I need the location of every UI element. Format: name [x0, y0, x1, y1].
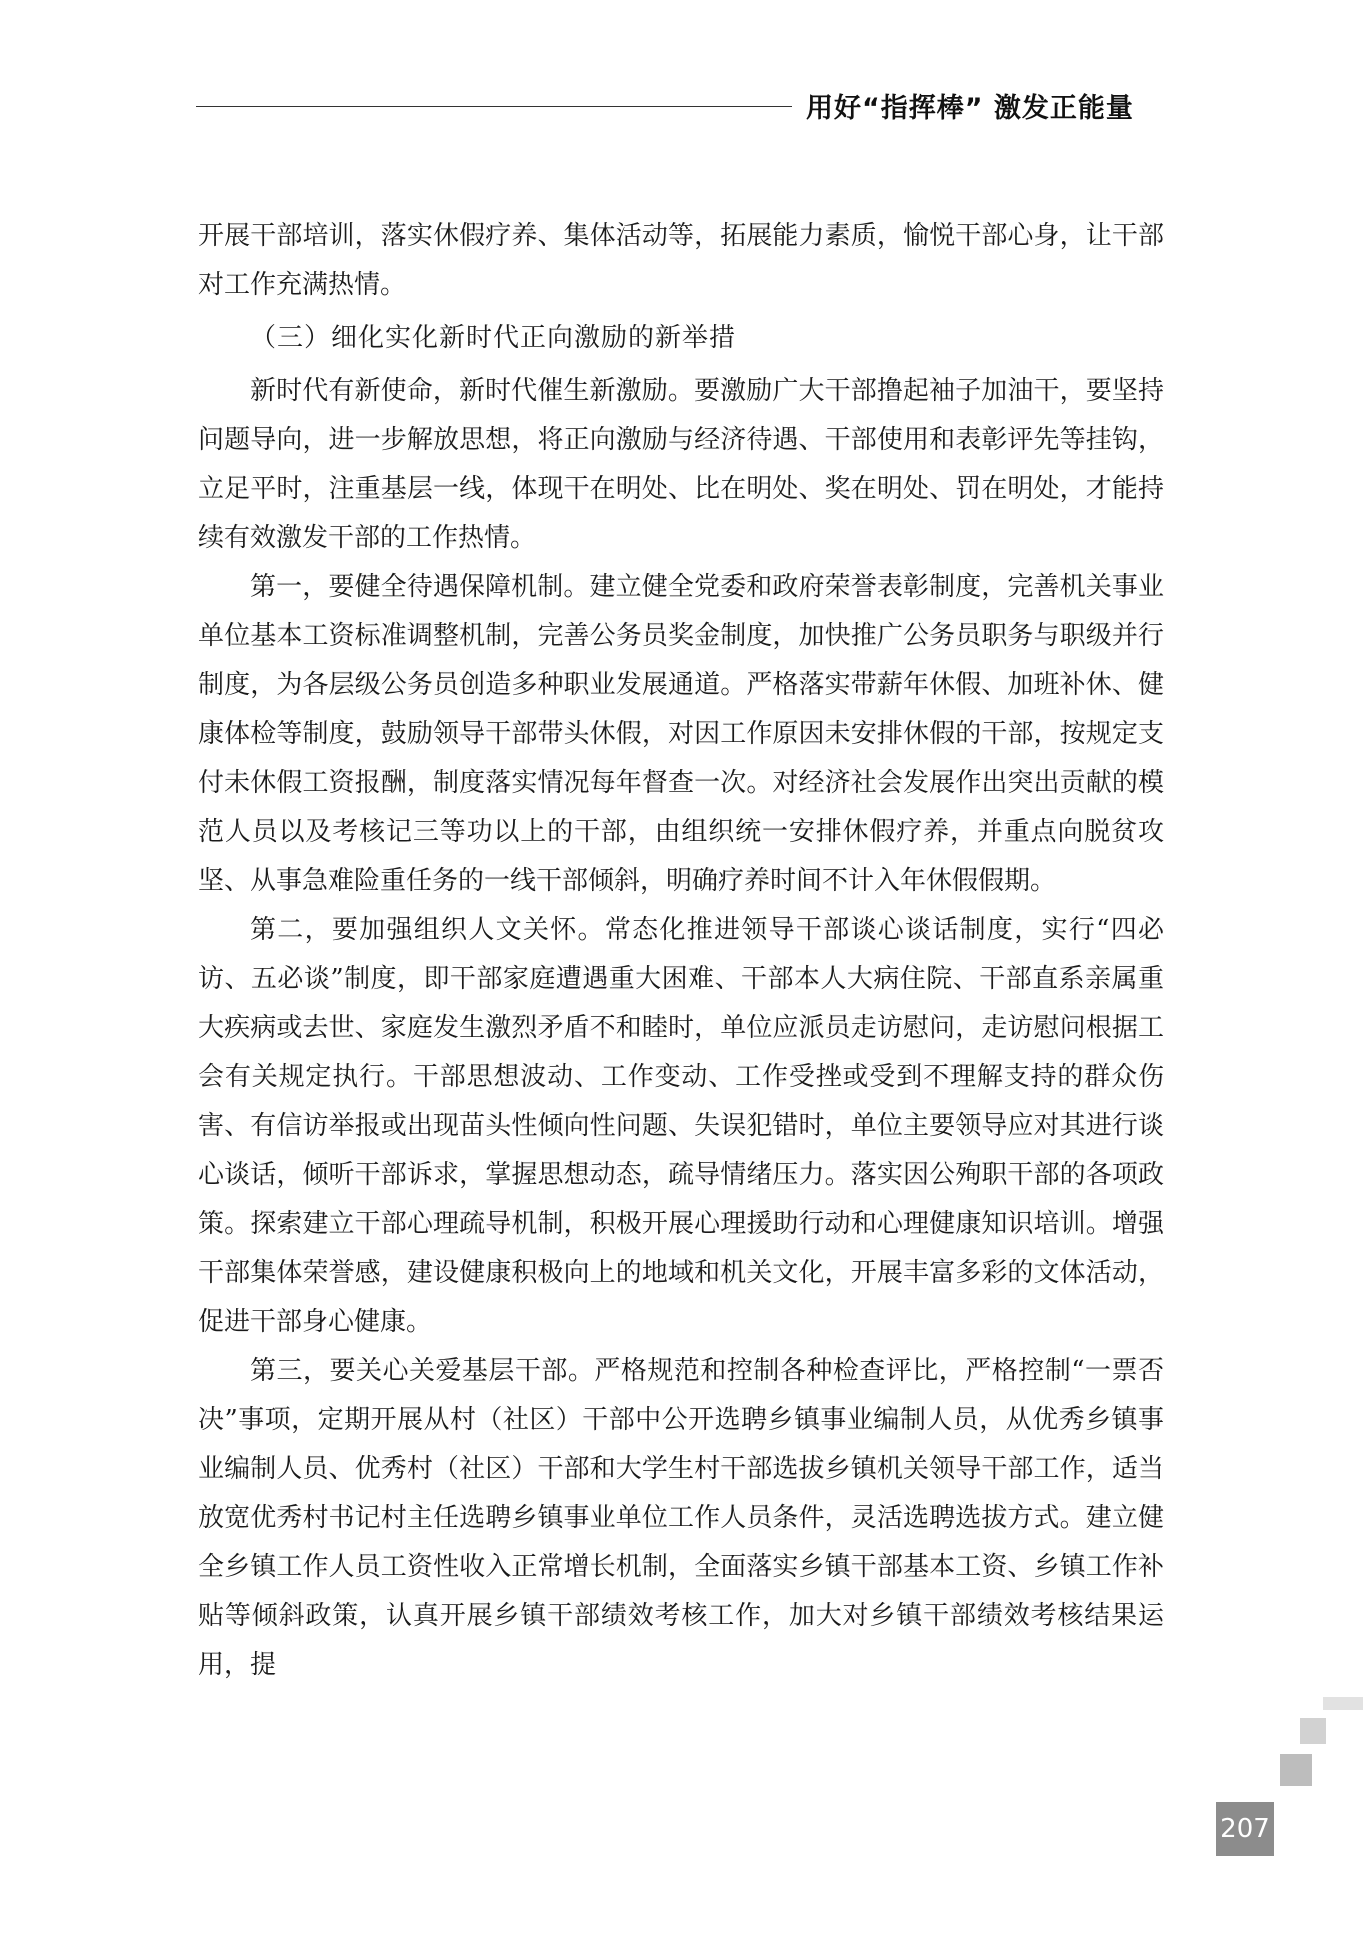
- paragraph: 第三，要关心关爱基层干部。严格规范和控制各种检查评比，严格控制“一票否决”事项，定期开展从村（社区）干部中公开选聘乡镇事业编制人员，从优秀乡镇事业编制人员、优秀村（社区）干部和大学生村干部选拔乡镇机关领导干部工作，适当放宽优秀村书记村主任选聘乡镇事业单位工作人员条件，灵活选聘选拔方式。建立健全乡镇工作人员工资性收入正常增长机制，全面落实乡镇干部基本工资、乡镇工作补贴等倾斜政策，认真开展乡镇干部绩效考核工作，加大对乡镇干部绩效考核结果运用，提: [198, 1356, 1164, 1680]
- decorative-square: [1300, 1718, 1326, 1744]
- section-subheading: （三）细化实化新时代正向激励的新举措: [250, 323, 737, 353]
- running-header-title: 用好“指挥棒” 激发正能量: [806, 93, 1134, 124]
- paragraph: 第二，要加强组织人文关怀。常态化推进领导干部谈心谈话制度，实行“四必访、五必谈”制度，即干部家庭遭遇重大困难、干部本人大病住院、干部直系亲属重大疾病或去世、家庭发生激烈矛盾不和睦时，单位应派员走访慰问，走访慰问根据工会有关规定执行。干部思想波动、工作变动、工作受挫或受到不理解支持的群众伤害、有信访举报或出现苗头性倾向性问题、失误犯错时，单位主要领导应对其进行谈心谈话，倾听干部诉求，掌握思想动态，疏导情绪压力。落实因公殉职干部的各项政策。探索建立干部心理疏导机制，积极开展心理援助行动和心理健康知识培训。增强干部集体荣誉感，建设健康积极向上的地域和机关文化，开展丰富多彩的文体活动，促进干部身心健康。: [198, 915, 1164, 1337]
- paragraph-continuation: 开展干部培训，落实休假疗养、集体活动等，拓展能力素质，愉悦干部心身，让干部对工作充满热情。: [198, 221, 1164, 300]
- header-rule: [196, 106, 792, 107]
- paragraph: 第一，要健全待遇保障机制。建立健全党委和政府荣誉表彰制度，完善机关事业单位基本工资标准调整机制，完善公务员奖金制度，加快推广公务员职务与职级并行制度，为各层级公务员创造多种职业发展通道。严格落实带薪年休假、加班补休、健康体检等制度，鼓励领导干部带头休假，对因工作原因未安排休假的干部，按规定支付未休假工资报酬，制度落实情况每年督查一次。对经济社会发展作出突出贡献的模范人员以及考核记三等功以上的干部，由组织统一安排休假疗养，并重点向脱贫攻坚、从事急难险重任务的一线干部倾斜，明确疗养时间不计入年休假假期。: [198, 572, 1164, 896]
- page-number: 207: [1216, 1802, 1274, 1856]
- decorative-square: [1323, 1697, 1363, 1710]
- decorative-square: [1280, 1754, 1312, 1786]
- body-text: [198, 212, 1164, 1690]
- paragraph: 新时代有新使命，新时代催生新激励。要激励广大干部撸起袖子加油干，要坚持问题导向，进一步解放思想，将正向激励与经济待遇、干部使用和表彰评先等挂钩，立足平时，注重基层一线，体现干在明处、比在明处、奖在明处、罚在明处，才能持续有效激发干部的工作热情。: [198, 376, 1164, 553]
